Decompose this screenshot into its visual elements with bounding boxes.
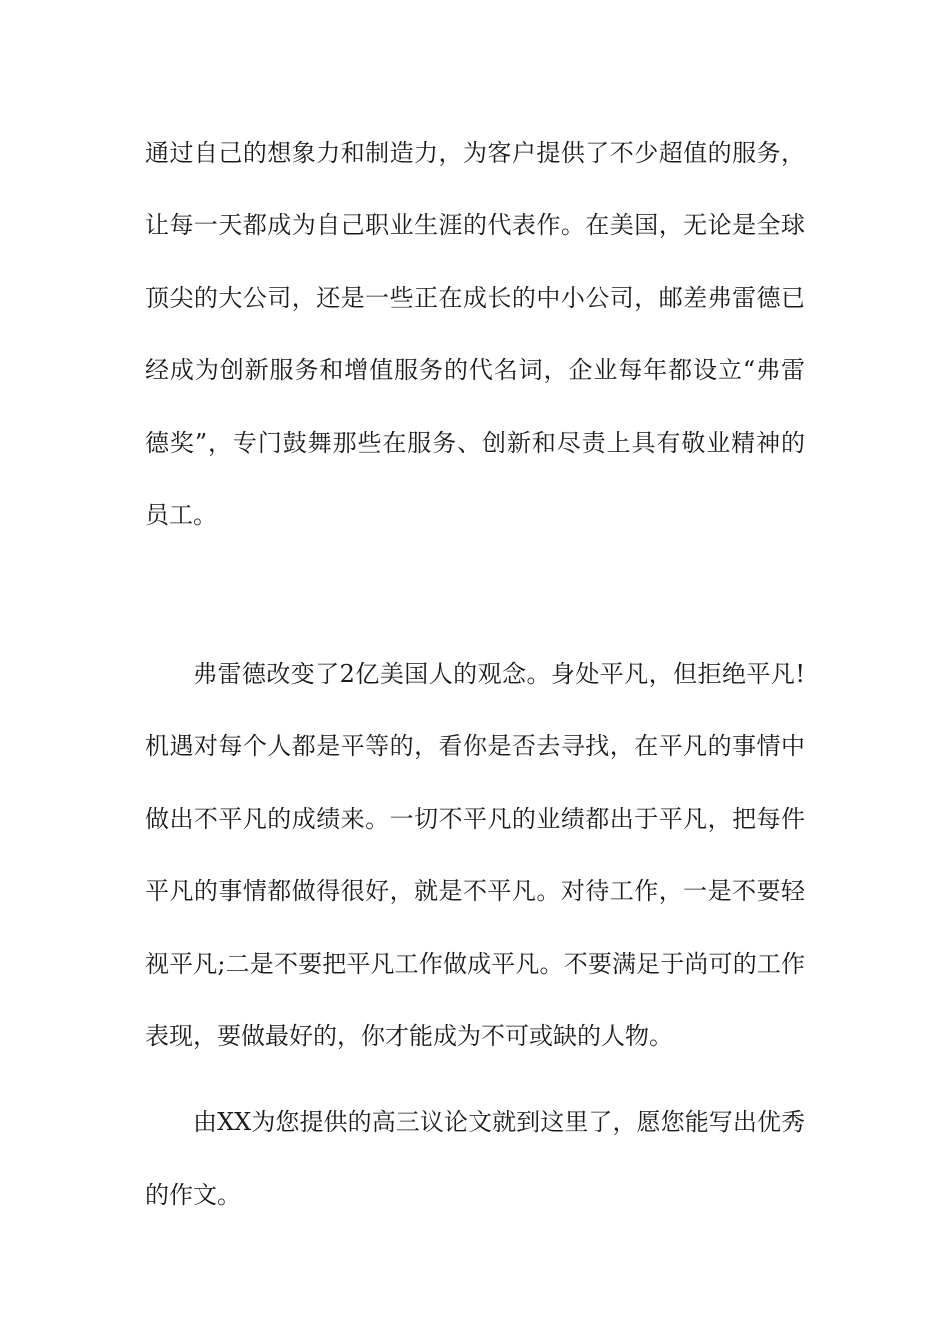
- paragraph-2-line-3: 做出不平凡的成绩来。一切不平凡的业绩都出于平凡，把每件: [145, 805, 805, 833]
- paragraph-1-line-3: 顶尖的大公司，还是一些正在成长的中小公司，邮差弗雷德已: [145, 284, 805, 312]
- paragraph-1-line-2: 让每一天都成为自己职业生涯的代表作。在美国，无论是全球: [145, 211, 805, 239]
- paragraph-3-line-1: 由XX为您提供的高三议论文就到这里了，愿您能写出优秀: [193, 1108, 805, 1136]
- paragraph-2-line-2: 机遇对每个人都是平等的，看你是否去寻找，在平凡的事情中: [145, 732, 805, 760]
- paragraph-3-line-2: 的作文。: [145, 1181, 241, 1209]
- paragraph-1-line-5: 德奖”，专门鼓舞那些在服务、创新和尽责上具有敬业精神的: [145, 429, 805, 457]
- paragraph-1-line-6: 员工。: [145, 501, 217, 529]
- paragraph-2-line-4: 平凡的事情都做得很好，就是不平凡。对待工作，一是不要轻: [145, 877, 805, 905]
- paragraph-1-line-1: 通过自己的想象力和制造力，为客户提供了不少超值的服务，: [145, 139, 805, 167]
- paragraph-1-line-4: 经成为创新服务和增值服务的代名词，企业每年都设立“弗雷: [145, 356, 805, 384]
- paragraph-2-line-1: 弗雷德改变了2亿美国人的观念。身处平凡，但拒绝平凡!: [193, 660, 805, 688]
- paragraph-2-line-6: 表现，要做最好的，你才能成为不可或缺的人物。: [145, 1022, 673, 1050]
- paragraph-2-line-5: 视平凡;二是不要把平凡工作做成平凡。不要满足于尚可的工作: [145, 950, 805, 978]
